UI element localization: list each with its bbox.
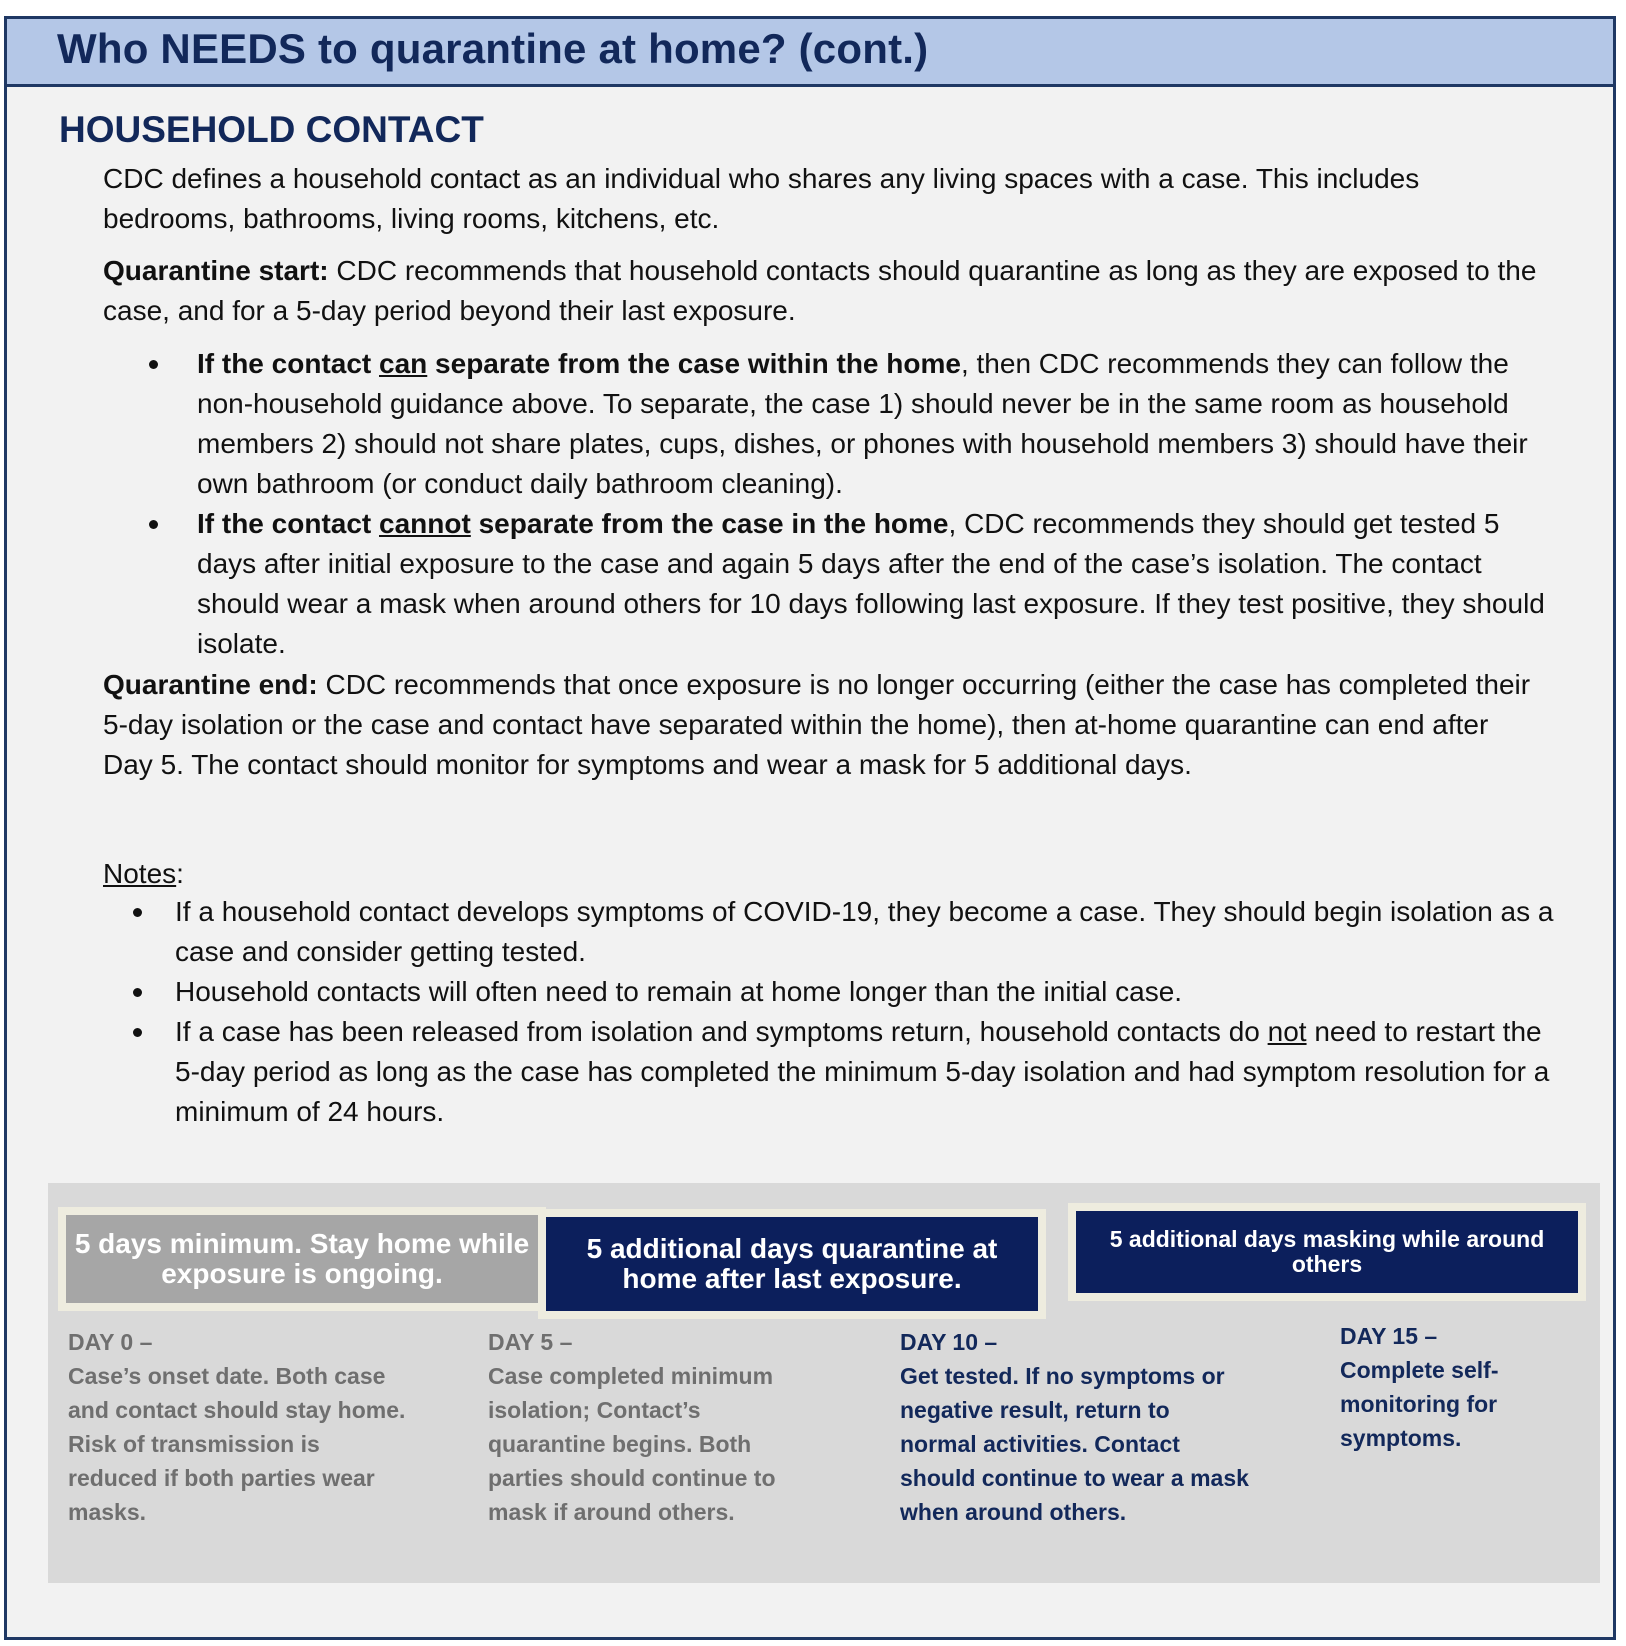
- definition-paragraph: CDC defines a household contact as an individual who shares any living spaces with a case. This includes bedrooms, bathrooms, living rooms, kitchens, etc.: [103, 163, 1420, 234]
- timeline-bar-stay-home: 5 days minimum. Stay home while exposure is ongoing.: [58, 1207, 546, 1311]
- separation-bullet-list: [197, 344, 1557, 664]
- day-5-block: [488, 1325, 818, 1529]
- list-item: [175, 1012, 1555, 1132]
- list-item: [175, 892, 1555, 972]
- quarantine-timeline: [48, 1183, 1600, 1583]
- day-10-text: Get tested. If no symptoms or negative result, return to normal activities. Contact should continue to wear a mask when around others.: [900, 1363, 1249, 1525]
- bullet-bold-post: separate from the case within the home: [427, 348, 961, 379]
- note-text-cont: need to restart the 5-day period as long as the case has completed the minimum 5-day isolation and had symptom resolution for a minimum of 24 hours.: [175, 1016, 1550, 1127]
- day-15-block: [1340, 1319, 1530, 1455]
- title-bar: [7, 19, 1613, 87]
- bullet-text: , CDC recommends they should get tested 5 days after initial exposure to the case and again 5 days after the end of the case’s isolation. The contact should wear a mask when around others for 10 days following last exposure. If they test positive, they should isolate.: [197, 508, 1545, 659]
- day-0-text: Case’s onset date. Both case and contact should stay home. Risk of transmission is reduced if both parties wear masks.: [68, 1363, 406, 1525]
- quarantine-end-text: CDC recommends that once exposure is no longer occurring (either the case has completed their 5-day isolation or the case and contact have separated within the home), then at-home quarantine can end after Day 5. The contact should monitor for symptoms and wear a mask for 5 additional days.: [103, 669, 1531, 780]
- notes-heading: [103, 854, 184, 894]
- bullet-bold-pre: If the contact: [197, 348, 380, 379]
- note-text: If a household contact develops symptoms of COVID-19, they become a case. They should begin isolation as a case and consider getting tested.: [175, 896, 1554, 967]
- bullet-icon: [149, 520, 158, 529]
- day-0-block: [68, 1325, 408, 1529]
- day-10-label: DAY 10 –: [900, 1329, 998, 1355]
- bullet-text: , then CDC recommends they can follow the non-household guidance above. To separate, the case 1) should never be in the same room as household members 2) should not share plates, cups, dishes, or phones with household members 3) should have their own bathroom (or conduct daily bathroom cleaning).: [197, 348, 1528, 499]
- day-15-text: Complete self-monitoring for symptoms.: [1340, 1357, 1499, 1451]
- timeline-bar-masking: 5 additional days masking while around others: [1068, 1203, 1586, 1301]
- bullet-icon: [133, 908, 142, 917]
- note-text: If a case has been released from isolation and symptoms return, household contacts do: [175, 1016, 1268, 1047]
- notes-colon: :: [176, 858, 184, 889]
- day-5-label: DAY 5 –: [488, 1329, 573, 1355]
- list-item: [197, 344, 1557, 504]
- quarantine-start-text: CDC recommends that household contacts should quarantine as long as they are exposed to the case, and for a 5-day period beyond their last exposure.: [103, 255, 1537, 326]
- bullet-bold-pre: If the contact: [197, 508, 380, 539]
- bullet-bold-underline: cannot: [379, 508, 471, 539]
- notes-label: Notes: [103, 858, 177, 889]
- notes-list: [175, 892, 1555, 1132]
- page-title: Who NEEDS to quarantine at home? (cont.): [57, 25, 929, 72]
- note-text: Household contacts will often need to remain at home longer than the initial case.: [175, 976, 1183, 1007]
- timeline-bar-quarantine: 5 additional days quarantine at home after last exposure.: [538, 1209, 1046, 1319]
- day-10-block: [900, 1325, 1250, 1529]
- quarantine-start-paragraph: [103, 251, 1543, 331]
- list-item: [197, 504, 1557, 664]
- quarantine-end-paragraph: [103, 665, 1543, 785]
- quarantine-end-label: Quarantine end:: [103, 669, 318, 700]
- bullet-bold-post: separate from the case in the home: [470, 508, 949, 539]
- day-0-label: DAY 0 –: [68, 1329, 153, 1355]
- bullet-bold-underline: can: [379, 348, 428, 379]
- bullet-icon: [133, 1028, 142, 1037]
- bullet-icon: [149, 360, 158, 369]
- day-5-text: Case completed minimum isolation; Contact’s quarantine begins. Both parties should continue to mask if around others.: [488, 1363, 776, 1525]
- day-15-label: DAY 15 –: [1340, 1323, 1438, 1349]
- bullet-icon: [133, 988, 142, 997]
- list-item: [175, 972, 1555, 1012]
- section-heading: HOUSEHOLD CONTACT: [59, 109, 484, 150]
- quarantine-start-label: Quarantine start:: [103, 255, 329, 286]
- note-underline-word: not: [1267, 1016, 1307, 1047]
